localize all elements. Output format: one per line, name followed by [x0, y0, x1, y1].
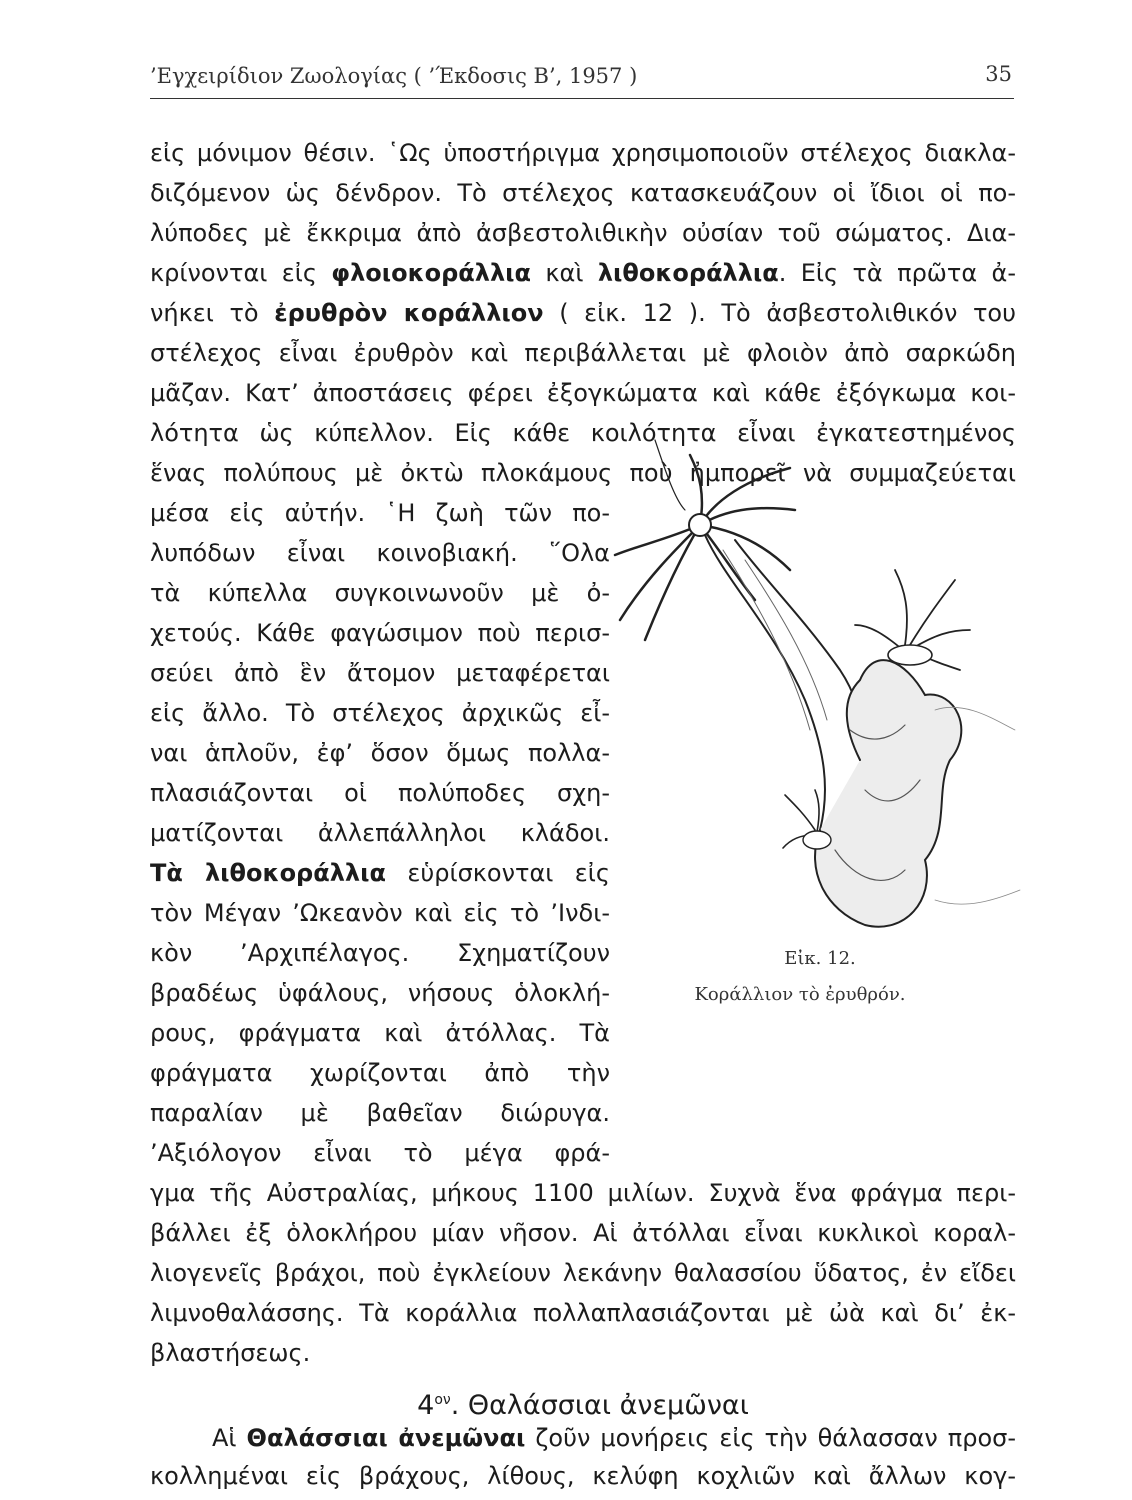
- text-line: λιογενεῖς βράχοι, ποὺ ἐγκλείουν λεκάνην θαλασσίου ὕδατος, ἐν εἴδει: [150, 1259, 1016, 1287]
- text-line: ’Αξιόλογον εἶναι τὸ μέγα φρά-: [150, 1139, 610, 1167]
- term-red-coral: ἐρυθρὸν κοράλλιον: [274, 299, 544, 327]
- text-line: τὸν Μέγαν ’Ωκεανὸν καὶ εἰς τὸ ’Ινδι-: [150, 899, 610, 927]
- term-sea-anemones: Θαλάσσιαι ἀνεμῶναι: [246, 1424, 526, 1452]
- red-coral-illustration: [605, 430, 1025, 940]
- book-title: ’Εγχειρίδιον Ζωολογίας ( ’Έκδοσις Β’, 1957 ): [150, 64, 638, 88]
- text-line: λυπόδων εἶναι κοινοβιακή. ῞Ολα: [150, 539, 610, 567]
- text-line: Αἱ Θαλάσσιαι ἀνεμῶναι ζοῦν μονήρεις εἰς τὴν θάλασσαν προσ-: [212, 1424, 1017, 1452]
- text-line: στέλεχος εἶναι ἐρυθρὸν καὶ περιβάλλεται μὲ φλοιὸν ἀπὸ σαρκώδη: [150, 339, 1016, 367]
- text-line: Τὰ λιθοκοράλλια εὑρίσκονται εἰς: [150, 859, 610, 887]
- term-lithokorallia: Τὰ λιθοκοράλλια: [150, 859, 386, 887]
- term-phloiokorallia: φλοιοκοράλλια: [331, 259, 532, 287]
- text-line: βραδέως ὑφάλους, νήσους ὁλοκλή-: [150, 979, 610, 1007]
- figure-label: Εἰκ. 12.: [784, 948, 856, 969]
- text-line: ἕνας πολύπους μὲ ὀκτὼ πλοκάμους ποὺ ἠμπορεῖ νὰ συμμαζεύεται: [150, 459, 1016, 487]
- term-lithokorallia: λιθοκοράλλια: [597, 259, 779, 287]
- figure-caption: Κοράλλιον τὸ ἐρυθρόν.: [694, 984, 906, 1005]
- text-line: κὸν ’Αρχιπέλαγος. Σχηματίζουν: [150, 939, 610, 967]
- text-line: εἰς ἄλλο. Τὸ στέλεχος ἀρχικῶς εἶ-: [150, 699, 610, 727]
- text-line: νήκει τὸ ἐρυθρὸν κοράλλιον ( εἰκ. 12 ). Τὸ ἀσβεστολιθικόν του: [150, 299, 1017, 327]
- text-line: βάλλει ἐξ ὁλοκλήρου μίαν νῆσον. Αἱ ἀτόλλαι εἶναι κυκλικοὶ κοραλ-: [150, 1219, 1016, 1247]
- section-heading: [150, 1378, 1016, 1422]
- running-header: [150, 62, 1014, 99]
- text-line: λιμνοθαλάσσης. Τὰ κοράλλια πολλαπλασιάζονται μὲ ὠὰ καὶ δι’ ἐκ-: [150, 1299, 1016, 1327]
- text-line: πλασιάζονται οἱ πολύποδες σχη-: [150, 779, 610, 807]
- text-line: χετούς. Κάθε φαγώσιμον ποὺ περισ-: [150, 619, 610, 647]
- text-line: παραλίαν μὲ βαθεῖαν διώρυγα.: [150, 1099, 610, 1127]
- section-title: . Θαλάσσιαι ἀνεμῶναι: [450, 1390, 749, 1421]
- text-line: ματίζονται ἀλλεπάλληλοι κλάδοι.: [150, 819, 610, 847]
- text-line: εἰς μόνιμον θέσιν. ῾Ως ὑποστήριγμα χρησιμοποιοῦν στέλεχος διακλα-: [150, 139, 1016, 167]
- text-line: κρίνονται εἰς φλοιοκοράλλια καὶ λιθοκοράλλια. Εἰς τὰ πρῶτα ἀ-: [150, 259, 1017, 287]
- text-line: μέσα εἰς αὐτήν. ῾Η ζωὴ τῶν πο-: [150, 499, 610, 527]
- text-line: γμα τῆς Αὐστραλίας, μήκους 1100 μιλίων. Συχνὰ ἕνα φράγμα περι-: [150, 1179, 1016, 1207]
- text-line: φράγματα χωρίζονται ἀπὸ τὴν: [150, 1059, 610, 1087]
- text-line: ναι ἁπλοῦν, ἐφ’ ὅσον ὅμως πολλα-: [150, 739, 610, 767]
- page-number: 35: [985, 62, 1012, 86]
- text-line: τὰ κύπελλα συγκοινωνοῦν μὲ ὀ-: [150, 579, 610, 607]
- text-line: βλαστήσεως.: [150, 1339, 311, 1367]
- text-line: ρους, φράγματα καὶ ἀτόλλας. Τὰ: [150, 1019, 610, 1047]
- text-line: λύποδες μὲ ἔκκριμα ἀπὸ ἀσβεστολιθικὴν οὐσίαν τοῦ σώματος. Δια-: [150, 219, 1016, 247]
- section-number: 4: [417, 1390, 435, 1421]
- section-number-suffix: ον: [434, 1392, 451, 1408]
- text-line: μᾶζαν. Κατ’ ἀποστάσεις φέρει ἐξογκώματα καὶ κάθε ἐξόγκωμα κοι-: [150, 379, 1016, 407]
- text-line: λότητα ὡς κύπελλον. Εἰς κάθε κοιλότητα εἶναι ἐγκατεστημένος: [150, 419, 1016, 447]
- text-line: κολλημέναι εἰς βράχους, λίθους, κελύφη κοχλιῶν καὶ ἄλλων κογ-: [150, 1462, 1016, 1490]
- text-line: σεύει ἀπὸ ἓν ἄτομον μεταφέρεται: [150, 659, 610, 687]
- text-line: διζόμενον ὡς δένδρον. Τὸ στέλεχος κατασκευάζουν οἱ ἴδιοι οἱ πο-: [150, 179, 1016, 207]
